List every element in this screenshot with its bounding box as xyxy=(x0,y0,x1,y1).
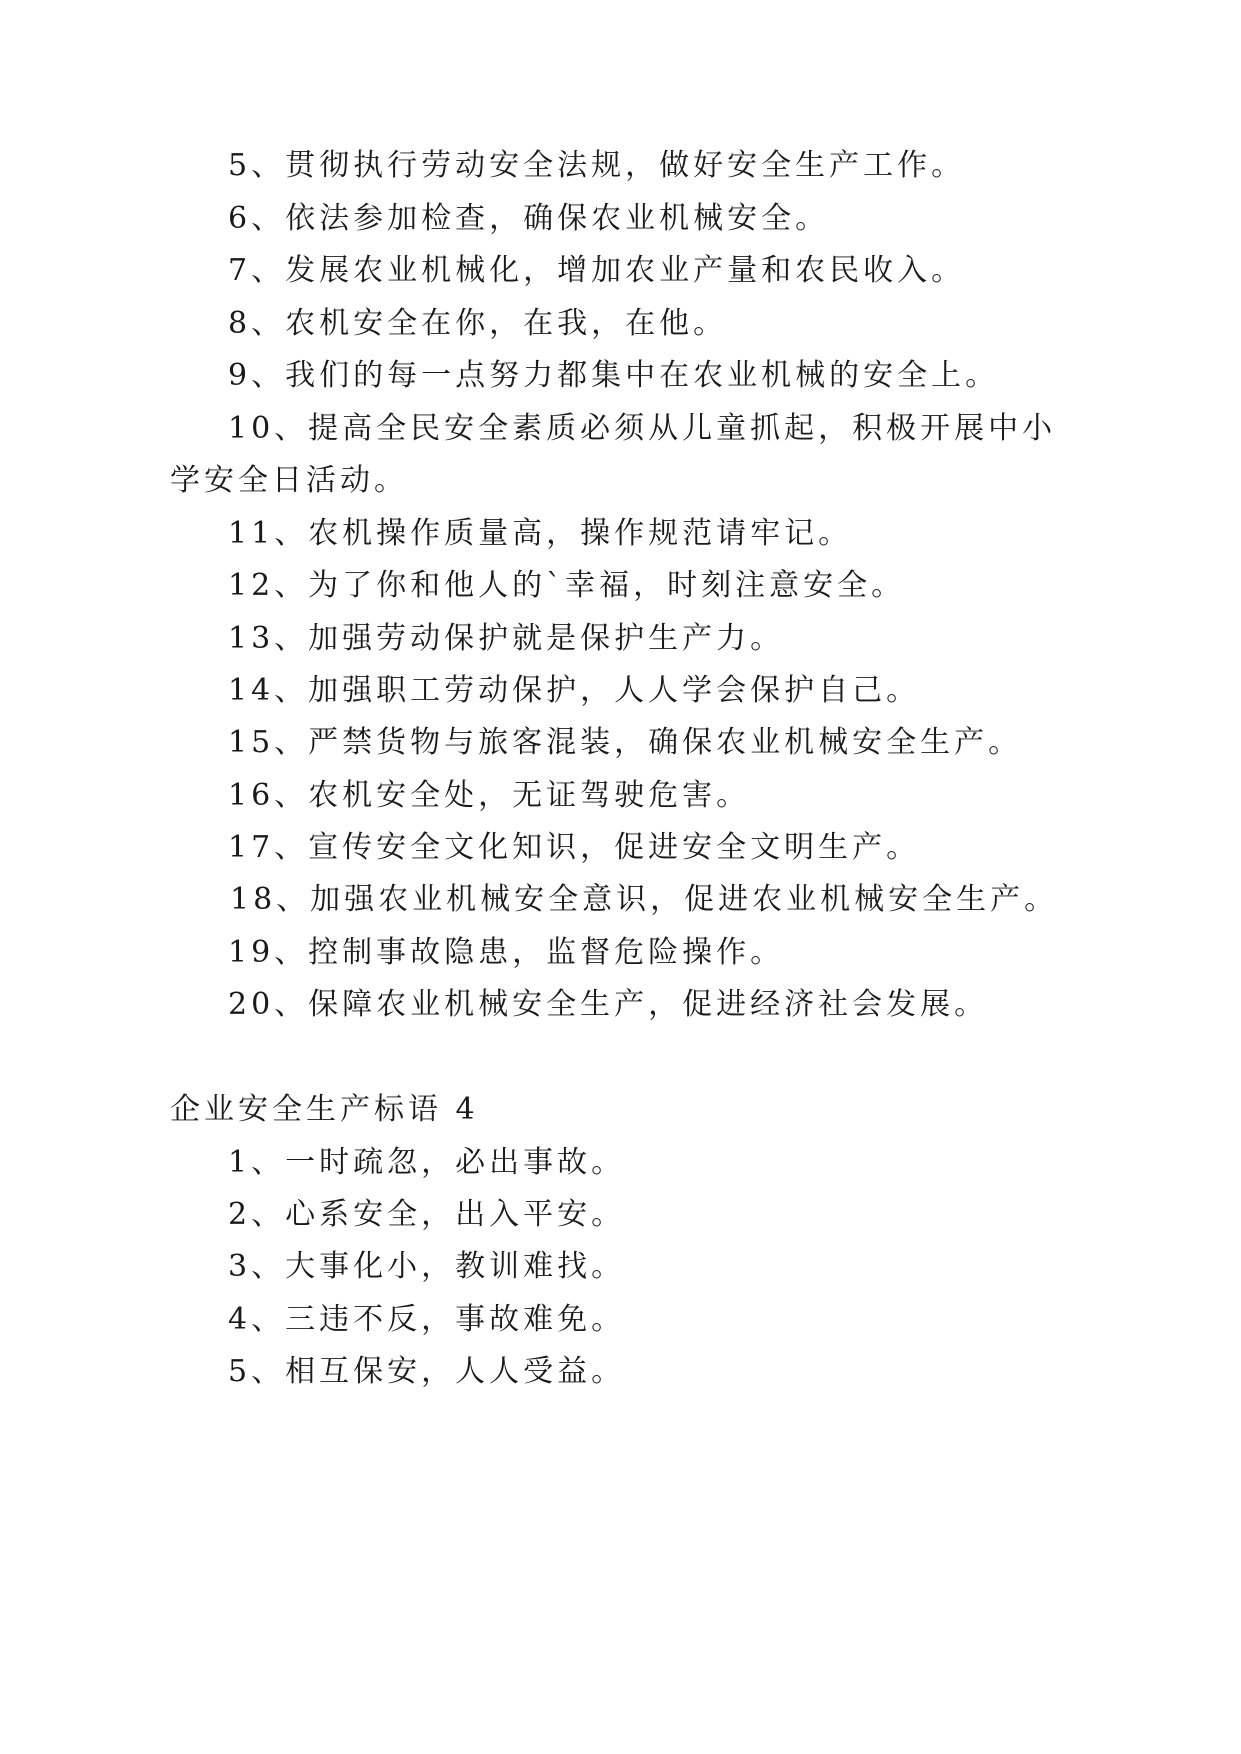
slogan-line: 12、为了你和他人的`幸福，时刻注意安全。 xyxy=(228,568,906,603)
slogan-line: 16、农机安全处，无证驾驶危害。 xyxy=(228,778,751,813)
slogan-line: 7、发展农业机械化，增加农业产量和农民收入。 xyxy=(228,253,966,288)
section-heading: 企业安全生产标语 4 xyxy=(170,1092,479,1127)
slogan-line: 10、提高全民安全素质必须从儿童抓起，积极开展中小 xyxy=(228,411,1057,446)
slogan-line: 2、心系安全，出入平安。 xyxy=(228,1197,626,1232)
slogan-line: 5、贯彻执行劳动安全法规，做好安全生产工作。 xyxy=(228,148,966,183)
slogan-line: 13、加强劳动保护就是保护生产力。 xyxy=(228,621,785,656)
slogan-line: 19、控制事故隐患，监督危险操作。 xyxy=(228,935,785,970)
slogan-line-continuation: 学安全日活动。 xyxy=(170,463,408,498)
slogan-line: 18、加强农业机械安全意识，促进农业机械安全生产。 xyxy=(230,882,1059,917)
slogan-line: 6、依法参加检查，确保农业机械安全。 xyxy=(228,201,830,236)
slogan-line: 11、农机操作质量高，操作规范请牢记。 xyxy=(228,516,853,551)
slogan-line: 1、一时疏忽，必出事故。 xyxy=(228,1145,626,1180)
slogan-line: 15、严禁货物与旅客混装，确保农业机械安全生产。 xyxy=(228,725,1023,760)
slogan-line: 9、我们的每一点努力都集中在农业机械的安全上。 xyxy=(228,358,1000,393)
slogan-line: 20、保障农业机械安全生产，促进经济社会发展。 xyxy=(228,987,989,1022)
slogan-line: 3、大事化小，教训难找。 xyxy=(228,1249,626,1284)
slogan-line: 8、农机安全在你，在我，在他。 xyxy=(228,306,728,341)
slogan-line: 4、三违不反，事故难免。 xyxy=(228,1302,626,1337)
slogan-line: 14、加强职工劳动保护，人人学会保护自己。 xyxy=(228,673,921,708)
slogan-line: 17、宣传安全文化知识，促进安全文明生产。 xyxy=(228,830,921,865)
slogan-line: 5、相互保安，人人受益。 xyxy=(228,1354,626,1389)
